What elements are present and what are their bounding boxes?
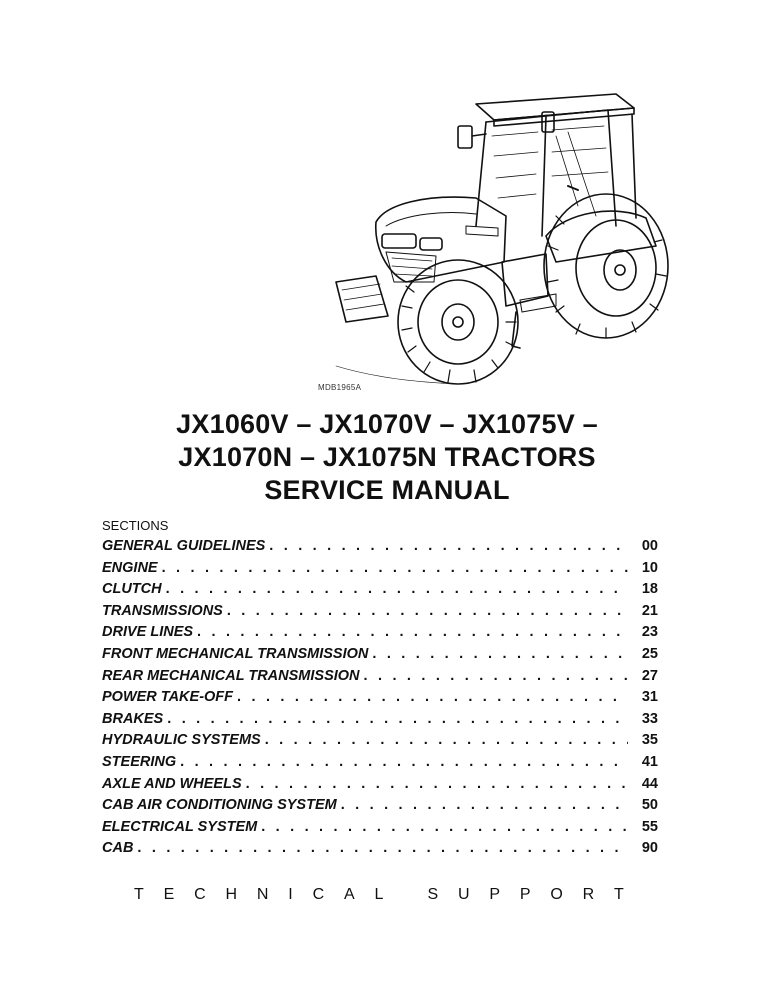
- toc-row[interactable]: [102, 603, 658, 625]
- toc-title: GENERAL GUIDELINES: [102, 538, 266, 554]
- toc-title: ENGINE: [102, 559, 158, 576]
- footer-letter: E: [163, 886, 175, 903]
- toc-page: 33: [641, 710, 658, 727]
- toc-page: 27: [641, 667, 658, 684]
- dot-leader: [227, 603, 628, 619]
- toc-title: FRONT MECHANICAL TRANSMISSION: [102, 645, 369, 662]
- toc-row[interactable]: [102, 646, 658, 668]
- toc-row[interactable]: [102, 732, 658, 754]
- dot-leader: [341, 797, 628, 813]
- footer-letter: T: [614, 886, 624, 903]
- footer-letter: C: [194, 886, 206, 903]
- toc-row[interactable]: [102, 797, 658, 819]
- toc-row[interactable]: [102, 581, 658, 603]
- dot-leader: [237, 689, 628, 705]
- footer-letter: R: [582, 886, 595, 903]
- toc-page: 00: [641, 538, 658, 554]
- dot-leader: [261, 819, 628, 835]
- toc-title: DRIVE LINES: [102, 624, 194, 641]
- dot-leader: [372, 646, 628, 662]
- toc-page: 44: [641, 775, 658, 792]
- dot-leader: [162, 560, 628, 576]
- toc-row[interactable]: [102, 538, 658, 560]
- title-line-1: JX1060V – JX1070V – JX1075V –: [176, 409, 598, 439]
- dot-leader: [197, 624, 628, 640]
- toc-row[interactable]: [102, 689, 658, 711]
- toc-row[interactable]: [102, 776, 658, 798]
- toc-row[interactable]: [102, 668, 658, 690]
- dot-leader: [265, 732, 628, 748]
- toc-page: 41: [641, 753, 658, 770]
- toc-page: 90: [641, 840, 658, 857]
- toc-page: 21: [641, 602, 658, 619]
- dot-leader: [137, 840, 628, 856]
- footer-letter: T: [134, 886, 144, 903]
- footer-letter: P: [519, 886, 531, 903]
- toc-row[interactable]: [102, 624, 658, 646]
- tractor-illustration: [316, 86, 676, 386]
- toc-title: BRAKES: [102, 710, 164, 727]
- footer-letter: N: [256, 886, 269, 903]
- toc-row[interactable]: [102, 819, 658, 841]
- toc-page: 50: [641, 797, 658, 814]
- technical-support-footer: [134, 886, 624, 904]
- toc-page: 55: [641, 818, 658, 835]
- dot-leader: [364, 668, 628, 684]
- toc-row[interactable]: [102, 560, 658, 582]
- footer-letter: O: [550, 886, 563, 903]
- toc-row[interactable]: [102, 840, 658, 862]
- dot-leader: [269, 538, 628, 554]
- footer-letter: S: [427, 886, 439, 903]
- table-of-contents: [102, 538, 658, 862]
- footer-letter: I: [288, 886, 293, 903]
- toc-title: AXLE AND WHEELS: [102, 775, 242, 792]
- footer-gap: [403, 886, 407, 904]
- toc-page: 23: [641, 624, 658, 641]
- toc-page: 25: [641, 645, 658, 662]
- title-line-2: JX1070N – JX1075N TRACTORS: [178, 442, 596, 472]
- toc-title: CAB AIR CONDITIONING SYSTEM: [102, 797, 337, 814]
- footer-letter: C: [312, 886, 325, 903]
- toc-title: STEERING: [102, 753, 177, 770]
- toc-title: CLUTCH: [102, 581, 162, 598]
- toc-row[interactable]: [102, 754, 658, 776]
- footer-letter: A: [343, 886, 355, 903]
- manual-title: [0, 408, 774, 507]
- toc-title: HYDRAULIC SYSTEMS: [102, 732, 261, 749]
- dot-leader: [167, 711, 628, 727]
- toc-page: 31: [641, 689, 658, 706]
- footer-letter: P: [489, 886, 501, 903]
- dot-leader: [180, 754, 628, 770]
- footer-letter: U: [457, 886, 470, 903]
- figure-code: MDB1965A: [318, 383, 362, 392]
- toc-title: CAB: [102, 840, 134, 857]
- toc-title: REAR MECHANICAL TRANSMISSION: [102, 667, 360, 684]
- footer-letter: H: [225, 886, 238, 903]
- toc-page: 35: [641, 732, 658, 749]
- toc-title: POWER TAKE-OFF: [102, 689, 234, 706]
- toc-page: 10: [641, 559, 658, 576]
- toc-page: 18: [641, 581, 658, 598]
- title-line-3: SERVICE MANUAL: [264, 475, 510, 505]
- sections-heading: SECTIONS: [102, 518, 169, 533]
- toc-row[interactable]: [102, 711, 658, 733]
- footer-letter: L: [374, 886, 384, 903]
- toc-title: ELECTRICAL SYSTEM: [102, 818, 258, 835]
- dot-leader: [246, 776, 628, 792]
- toc-title: TRANSMISSIONS: [102, 602, 223, 619]
- dot-leader: [166, 581, 628, 597]
